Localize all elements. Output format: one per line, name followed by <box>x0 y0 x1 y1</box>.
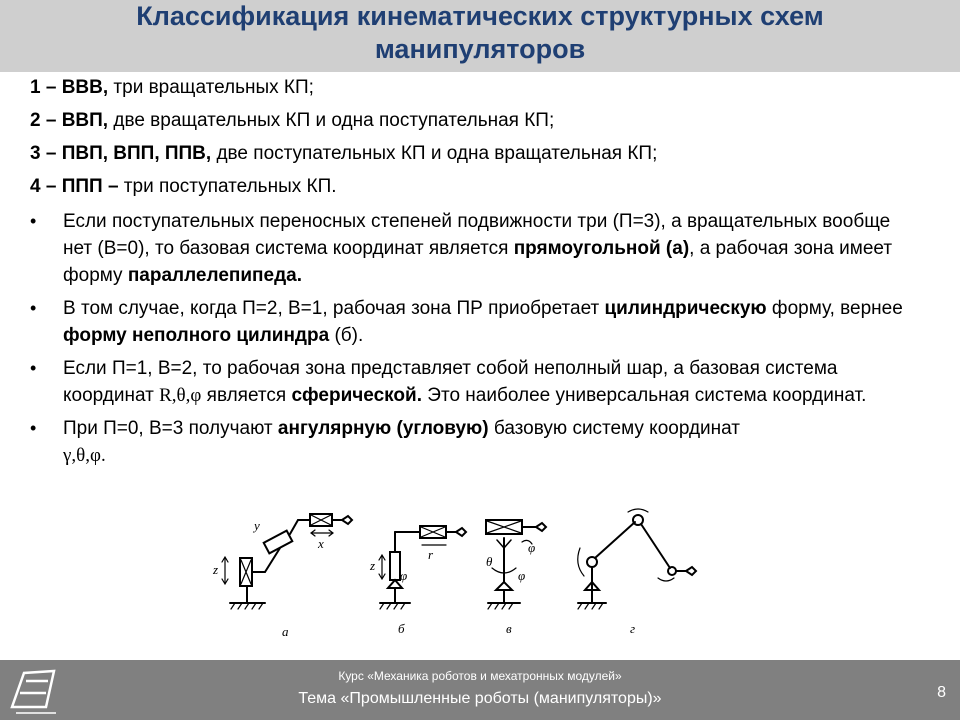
bullet-1-bold-2: параллелепипеда. <box>127 265 302 286</box>
list-item-4 <box>30 175 910 198</box>
bullet-4-text: При П=0, В=3 получают <box>63 418 278 439</box>
bullet-3-greek: R,θ,φ <box>159 385 202 406</box>
figure-caption-a: а <box>282 624 289 639</box>
scheme-rectangular <box>222 514 352 609</box>
list-item-4-code: 4 – ППП – <box>30 176 119 197</box>
list-item-3-code: 3 – ПВП, ВПП, ППВ, <box>30 143 212 164</box>
axis-label-phi-b: φ <box>400 568 408 583</box>
bullet-spherical <box>30 355 910 409</box>
bullet-2-bold-1: цилиндрическую <box>604 298 767 319</box>
list-item-1 <box>30 76 910 99</box>
figure-caption-v: в <box>506 621 512 636</box>
bullet-3-text-3: Это наиболее универсальная система координат. <box>422 385 867 406</box>
figure-caption-b: б <box>398 621 405 636</box>
axis-label-x: x <box>318 536 324 551</box>
title-bar <box>0 0 960 72</box>
list-item-1-text: три вращательных КП; <box>108 77 314 98</box>
bullet-marker: • <box>30 211 37 231</box>
axis-label-phi-v: φ <box>518 568 526 583</box>
axis-label-z-b: z <box>370 558 376 573</box>
list-item-3-text: две поступательных КП и одна вращательная КП; <box>211 143 658 164</box>
kinematic-schemes-figure <box>210 508 730 643</box>
bullet-3-bold: сферической. <box>291 385 423 406</box>
title-line-2: манипуляторов <box>374 34 586 64</box>
bullet-cylindrical <box>30 295 910 349</box>
axis-label-theta-v: θ <box>486 554 493 569</box>
bullet-2-text-2: форму, вернее <box>766 298 903 319</box>
bullet-4-text-2: базовую систему координат <box>488 418 741 439</box>
list-item-2-code: 2 – ВВП, <box>30 110 109 131</box>
bullet-1-bold-1: прямоугольной (а) <box>513 238 690 259</box>
bullet-marker: • <box>30 418 37 438</box>
bullet-1-text-2: , а рабочая зона имеет форму <box>63 238 893 286</box>
list-item-1-code: 1 – ВВВ, <box>30 77 109 98</box>
footer-topic: Тема «Промышленные роботы (манипуляторы)» <box>298 690 662 707</box>
bullet-2-text: В том случае, когда П=2, В=1, рабочая зона ПР приобретает <box>63 298 605 319</box>
axis-label-z-a: z <box>213 562 219 577</box>
bullet-angular <box>30 415 910 469</box>
axis-label-phi-v-top: φ <box>528 540 536 555</box>
list-item-2-text: две вращательных КП и одна поступательная КП; <box>108 110 555 131</box>
slide-content <box>30 76 910 475</box>
footer-bar <box>0 660 960 720</box>
title-line-1: Классификация кинематических структурных схем <box>136 1 824 31</box>
bullet-1-text: Если поступательных переносных степеней подвижности три (П=3), а вращательных вообще нет (В=0), то базовая система координат является <box>63 211 891 259</box>
bullet-2-text-3: (б). <box>329 325 364 346</box>
scheme-angular <box>578 509 696 609</box>
axis-label-y: y <box>254 518 260 533</box>
bullet-4-bold: ангулярную (угловую) <box>277 418 489 439</box>
figure-caption-g: г <box>630 621 636 636</box>
list-item-3 <box>30 142 910 165</box>
bullet-3-text-2: является <box>201 385 292 406</box>
list-item-2 <box>30 109 910 132</box>
axis-label-r-b: r <box>428 547 434 562</box>
bullet-3-text: Если П=1, В=2, то рабочая зона представляет собой неполный шар, а базовая система координат <box>63 358 838 406</box>
list-item-4-text: три поступательных КП. <box>118 176 337 197</box>
bullet-marker: • <box>30 358 37 378</box>
scheme-cylindrical <box>379 526 466 609</box>
scheme-polar <box>486 520 546 609</box>
bullet-marker: • <box>30 298 37 318</box>
page-number: 8 <box>937 684 946 701</box>
footer-course: Курс «Механика роботов и мехатронных модулей» <box>338 669 622 683</box>
bullet-rectangular <box>30 208 910 289</box>
slide-title <box>30 0 930 66</box>
bullet-4-greek: γ,θ,φ. <box>63 445 106 466</box>
bullet-2-bold-2: форму неполного цилиндра <box>63 325 330 346</box>
